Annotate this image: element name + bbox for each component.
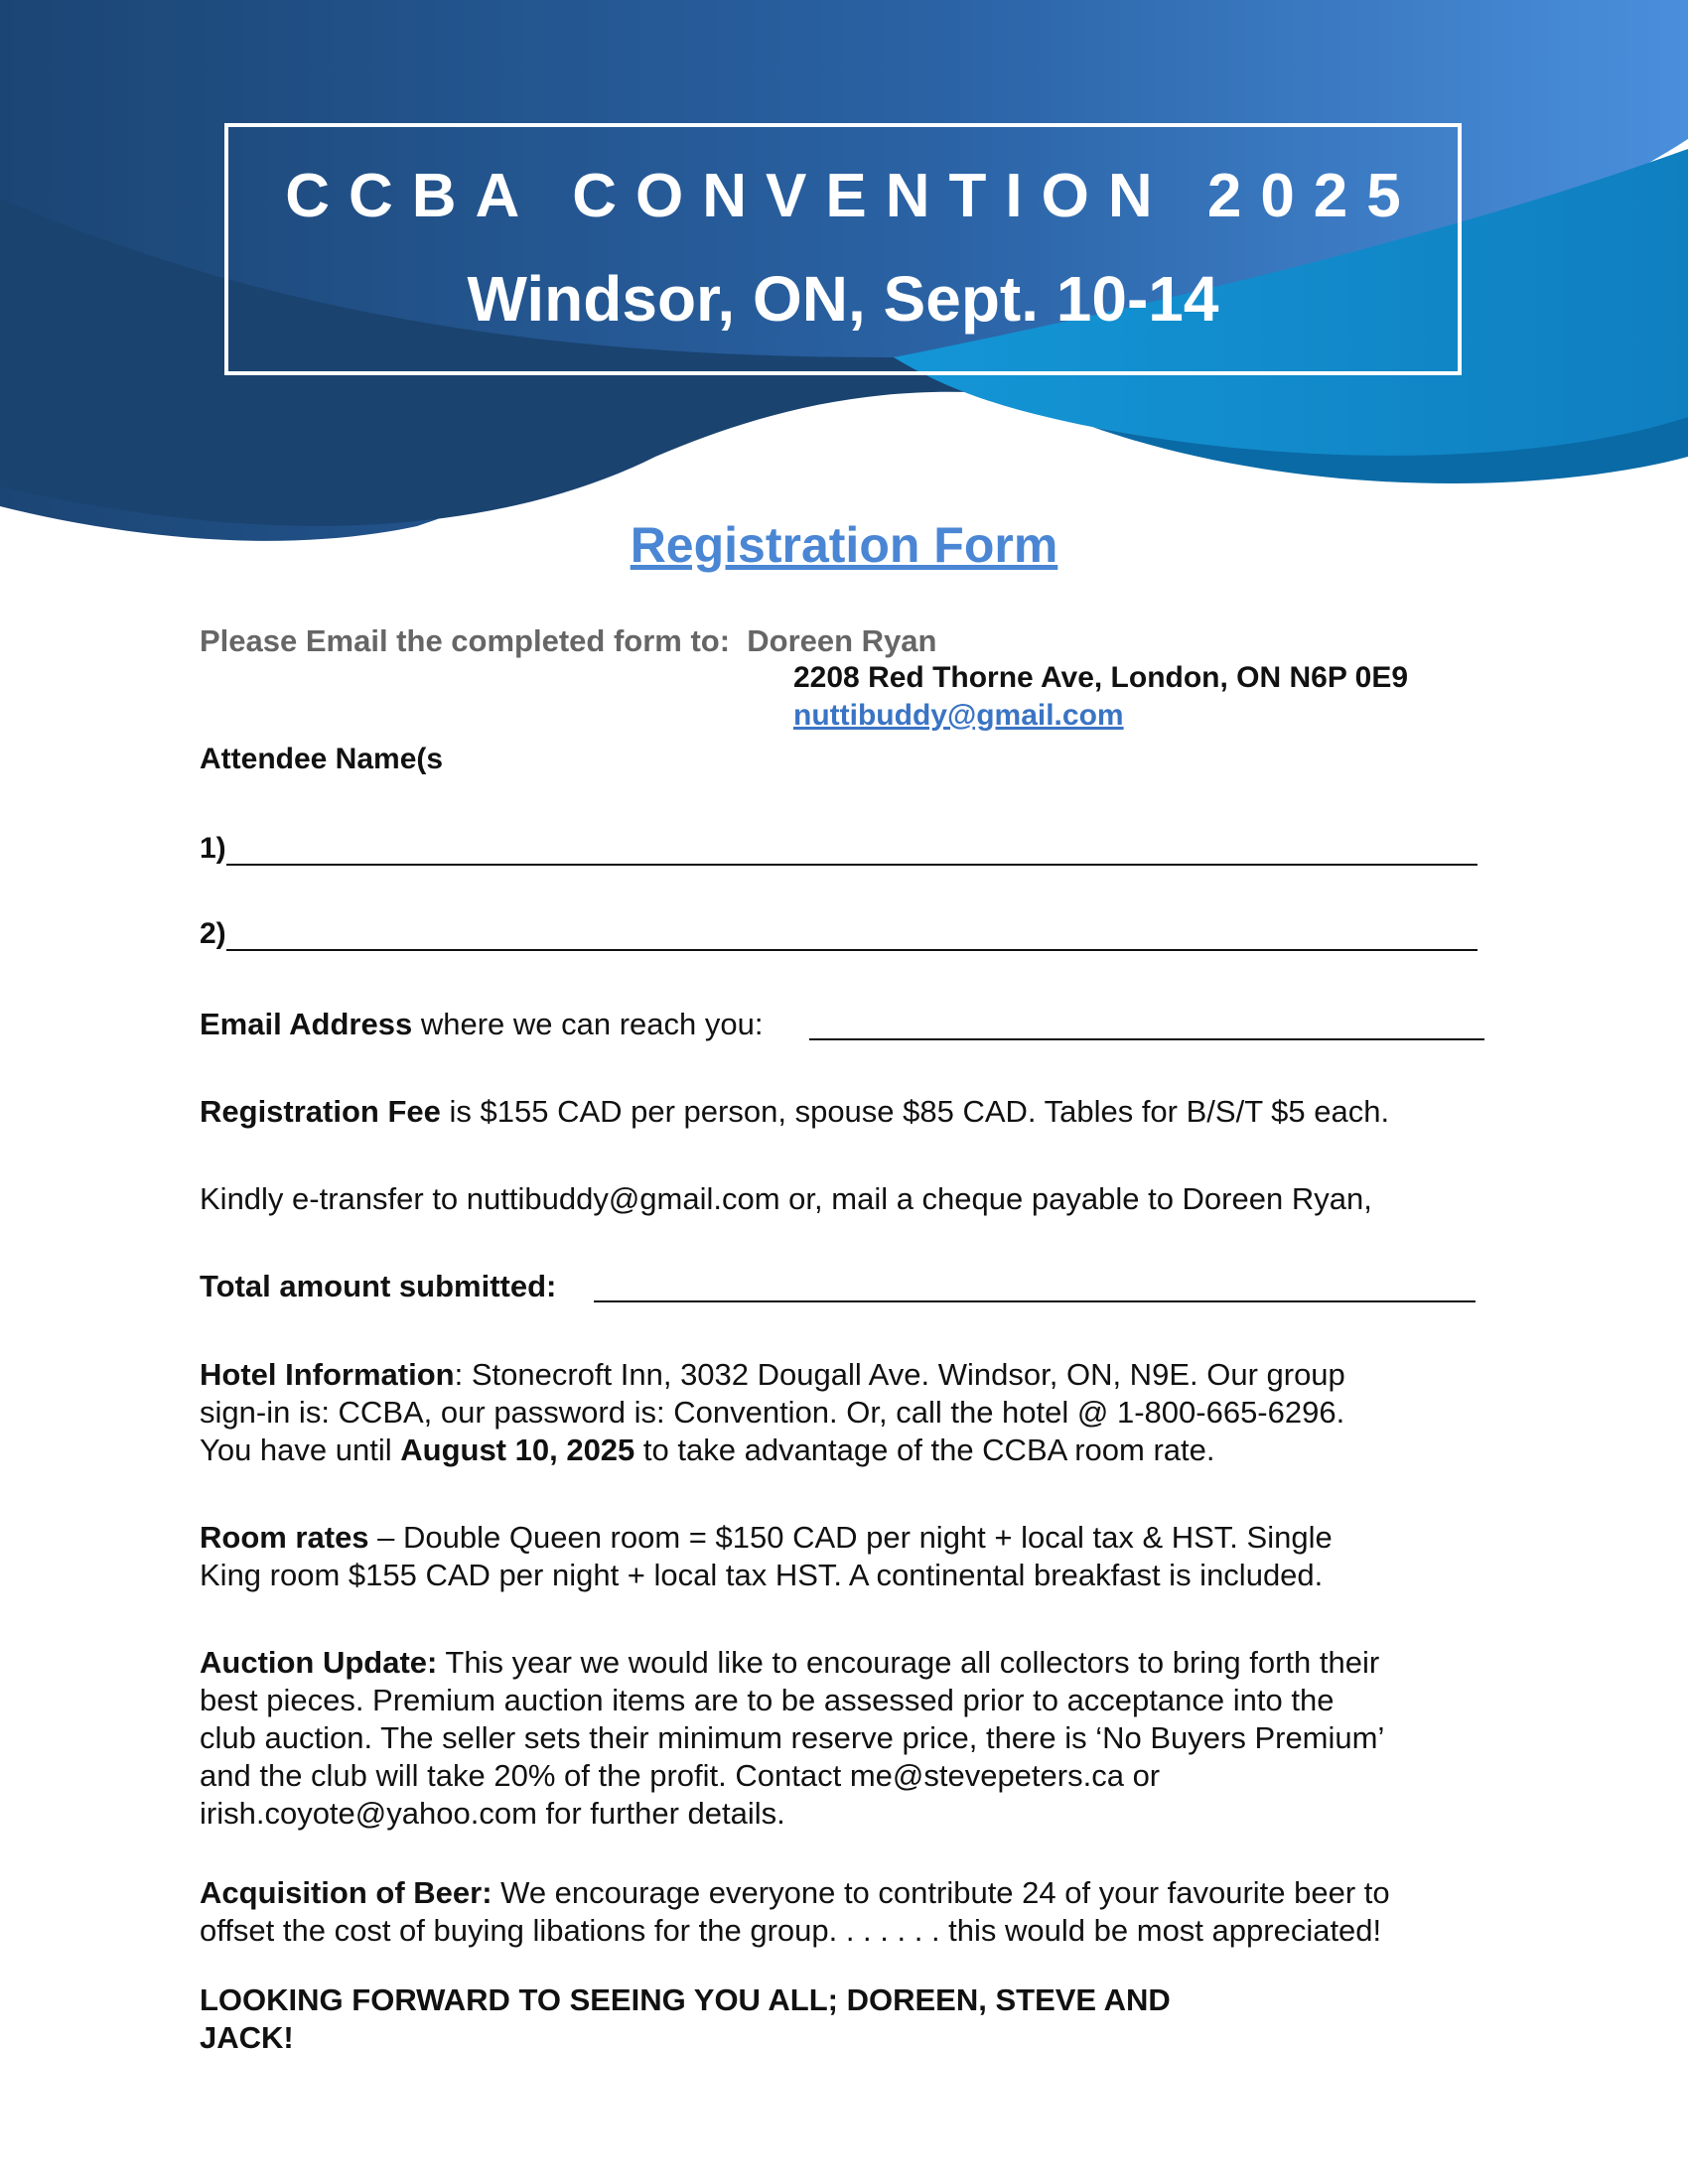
- hotel-line-3: [200, 1432, 1490, 1469]
- email-label-rest: where we can reach you:: [412, 1007, 764, 1041]
- contact-intro-text: Please Email the completed form to:: [200, 623, 731, 658]
- rates-line-1: [200, 1519, 1490, 1557]
- email-field[interactable]: [809, 1038, 1484, 1040]
- hotel-line-3-end: to take advantage of the CCBA room rate.: [634, 1433, 1215, 1467]
- room-rates: [200, 1519, 1490, 1594]
- attendee-2-field[interactable]: [226, 949, 1477, 951]
- auction-line-5: irish.coyote@yahoo.com for further details.: [200, 1796, 785, 1831]
- closing-message: [200, 1981, 1490, 2057]
- contact-name: Doreen Ryan: [747, 623, 937, 658]
- hotel-label: Hotel Information: [200, 1357, 455, 1392]
- contact-address: 2208 Red Thorne Ave, London, ON N6P 0E9: [793, 661, 1409, 694]
- beer-line-2: offset the cost of buying libations for the group. . . . . . . this would be most appreciated!: [200, 1913, 1382, 1948]
- attendees-label: Attendee Name(s: [200, 743, 444, 775]
- attendee-2-label: 2): [200, 917, 226, 950]
- title-frame: [224, 123, 1462, 375]
- total-amount-field[interactable]: [594, 1300, 1476, 1302]
- acquisition-of-beer: [200, 1874, 1490, 1950]
- fee-text: is $155 CAD per person, spouse $85 CAD. Tables for B/S/T $5 each.: [440, 1094, 1390, 1129]
- registration-fee: [200, 1094, 1389, 1130]
- fee-label: Registration Fee: [200, 1094, 441, 1129]
- hotel-information: [200, 1356, 1490, 1469]
- auction-line-1: [200, 1644, 1490, 1682]
- beer-line-1-text: We encourage everyone to contribute 24 of your favourite beer to: [492, 1875, 1390, 1910]
- auction-line-4: and the club will take 20% of the profit. Contact me@stevepeters.ca or: [200, 1758, 1161, 1793]
- rates-line-2: King room $155 CAD per night + local tax HST. A continental breakfast is included.: [200, 1558, 1324, 1592]
- hotel-line-3-start: You have until: [200, 1433, 401, 1467]
- hotel-line-2: sign-in is: CCBA, our password is: Convention. Or, call the hotel @ 1-800-665-6296.: [200, 1395, 1345, 1430]
- attendee-1-label: 1): [200, 832, 226, 865]
- hotel-line-1-text: : Stonecroft Inn, 3032 Dougall Ave. Windsor, ON, N9E. Our group: [454, 1357, 1345, 1392]
- rates-label: Room rates: [200, 1520, 369, 1555]
- auction-line-3: club auction. The seller sets their minimum reserve price, there is ‘No Buyers Premium’: [200, 1720, 1385, 1755]
- auction-line-2: best pieces. Premium auction items are to be assessed prior to acceptance into the: [200, 1683, 1335, 1717]
- auction-update: [200, 1644, 1490, 1833]
- auction-label: Auction Update:: [200, 1645, 438, 1680]
- convention-title: CCBA CONVENTION 2025: [285, 162, 1420, 230]
- hotel-line-1: [200, 1356, 1490, 1394]
- page-title: Registration Form: [630, 517, 1058, 573]
- convention-location-dates: Windsor, ON, Sept. 10-14: [467, 263, 1219, 335]
- rates-line-1-text: – Double Queen room = $150 CAD per night + local tax & HST. Single: [368, 1520, 1333, 1555]
- contact-email-link[interactable]: nuttibuddy@gmail.com: [793, 699, 1124, 732]
- auction-line-1-text: This year we would like to encourage all collectors to bring forth their: [437, 1645, 1380, 1680]
- email-label-bold: Email Address: [200, 1007, 413, 1041]
- payment-instructions: Kindly e-transfer to nuttibuddy@gmail.com or, mail a cheque payable to Doreen Ryan,: [200, 1181, 1372, 1216]
- beer-label: Acquisition of Beer:: [200, 1875, 492, 1910]
- total-label: Total amount submitted:: [200, 1269, 557, 1303]
- beer-line-1: [200, 1874, 1490, 1912]
- attendee-1-field[interactable]: [226, 864, 1477, 866]
- hotel-deadline: August 10, 2025: [400, 1433, 635, 1467]
- closing-line-1: LOOKING FORWARD TO SEEING YOU ALL; DOREEN, STEVE AND: [200, 1982, 1171, 2017]
- closing-line-2: JACK!: [200, 2020, 294, 2055]
- email-field-label: [200, 1007, 763, 1042]
- contact-intro: [200, 623, 937, 659]
